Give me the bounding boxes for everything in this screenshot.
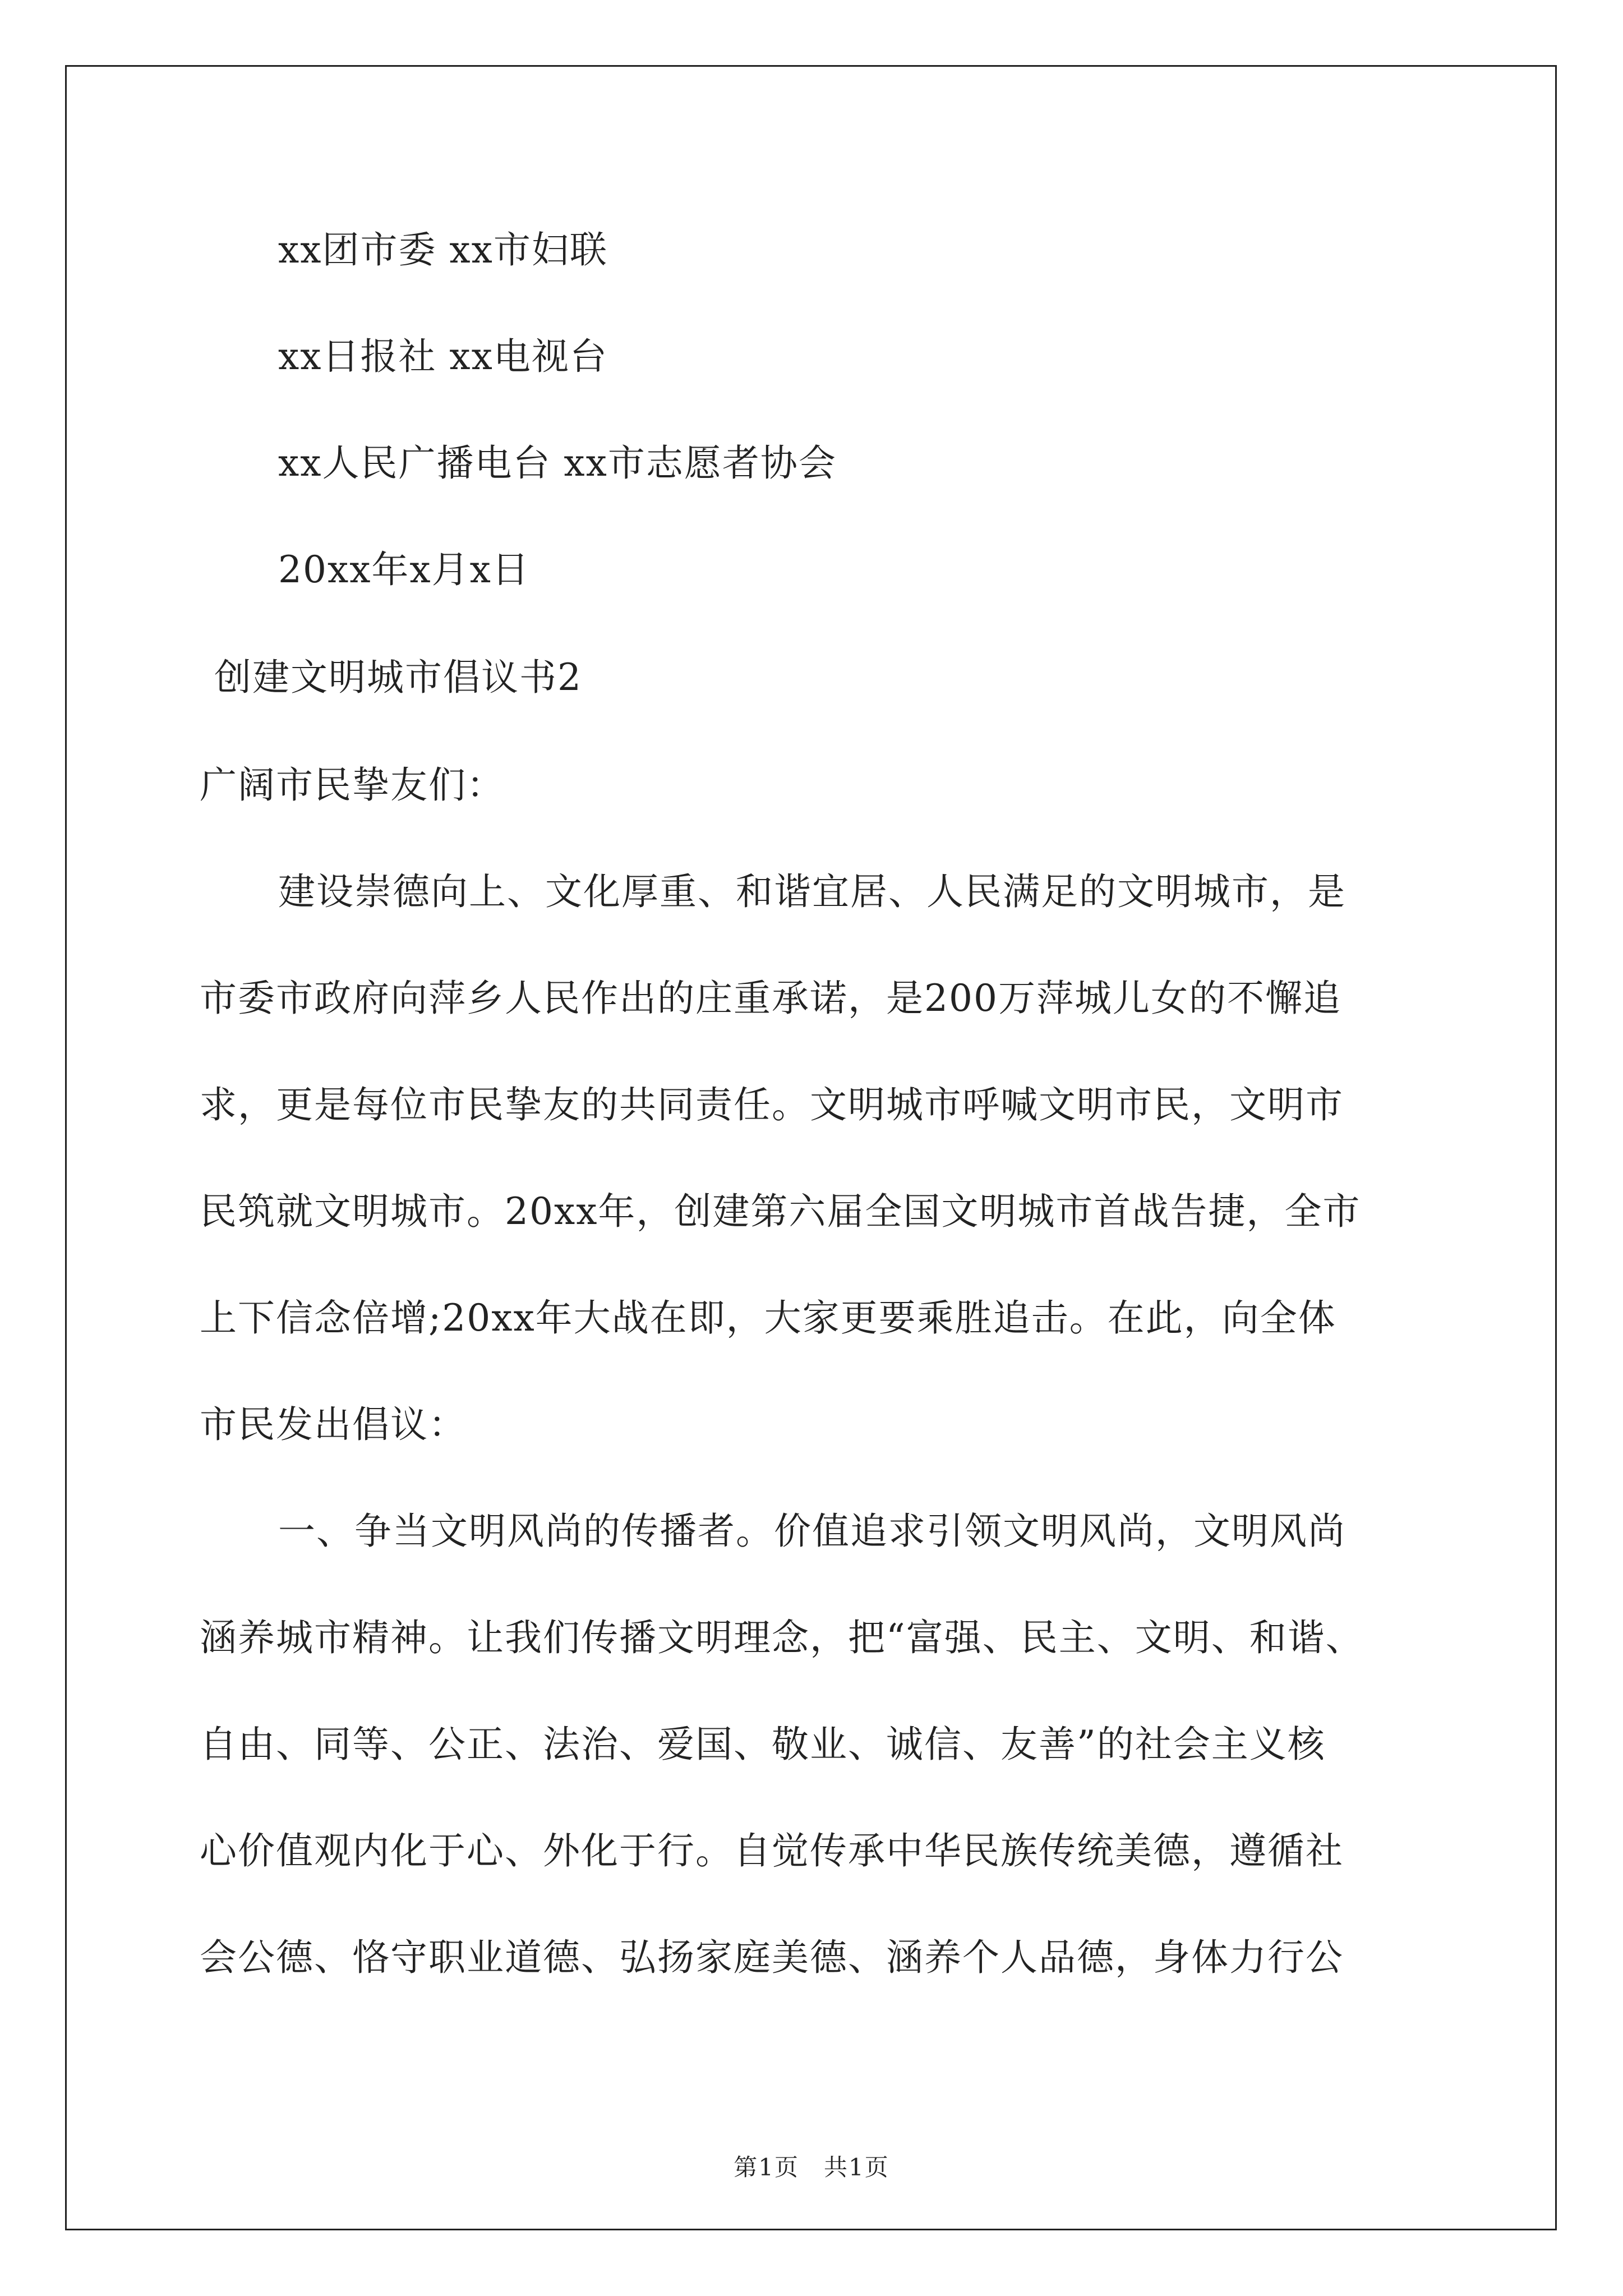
paragraph-line: 民筑就文明城市。20xx年，创建第六届全国文明城市首战告捷，全市: [200, 1190, 1361, 1233]
page-border: [65, 65, 1557, 2230]
paragraph-line: 上下信念倍增;20xx年大战在即，大家更要乘胜追击。在此，向全体: [200, 1296, 1336, 1340]
paragraph-line: 心价值观内化于心、外化于行。自觉传承中华民族传统美德，遵循社: [200, 1829, 1344, 1872]
paragraph-line: 市民发出倡议：: [200, 1403, 467, 1446]
date-line: 20xx年x月x日: [278, 548, 530, 591]
page-footer: 第1页 共1页: [734, 2154, 889, 2181]
signature-line: xx团市委 xx市妇联: [278, 228, 608, 272]
signature-line: xx人民广播电台 xx市志愿者协会: [278, 441, 837, 485]
paragraph-line: 建设崇德向上、文化厚重、和谐宜居、人民满足的文明城市，是: [278, 870, 1346, 913]
paragraph-line: 自由、同等、公正、法治、爱国、敬业、诚信、友善”的社会主义核: [200, 1723, 1326, 1766]
paragraph-line: 市委市政府向萍乡人民作出的庄重承诺，是200万萍城儿女的不懈追: [200, 977, 1341, 1020]
paragraph-line: 涵养城市精神。让我们传播文明理念，把“富强、民主、文明、和谐、: [200, 1616, 1364, 1659]
section-title: 创建文明城市倡议书2: [214, 656, 582, 699]
paragraph-line: 求，更是每位市民挚友的共同责任。文明城市呼喊文明市民，文明市: [200, 1083, 1344, 1126]
salutation: 广阔市民挚友们：: [200, 763, 505, 807]
paragraph-line: 一、争当文明风尚的传播者。价值追求引领文明风尚，文明风尚: [278, 1510, 1346, 1553]
paragraph-line: 会公德、恪守职业道德、弘扬家庭美德、涵养个人品德，身体力行公: [200, 1936, 1344, 1979]
signature-line: xx日报社 xx电视台: [278, 335, 608, 378]
